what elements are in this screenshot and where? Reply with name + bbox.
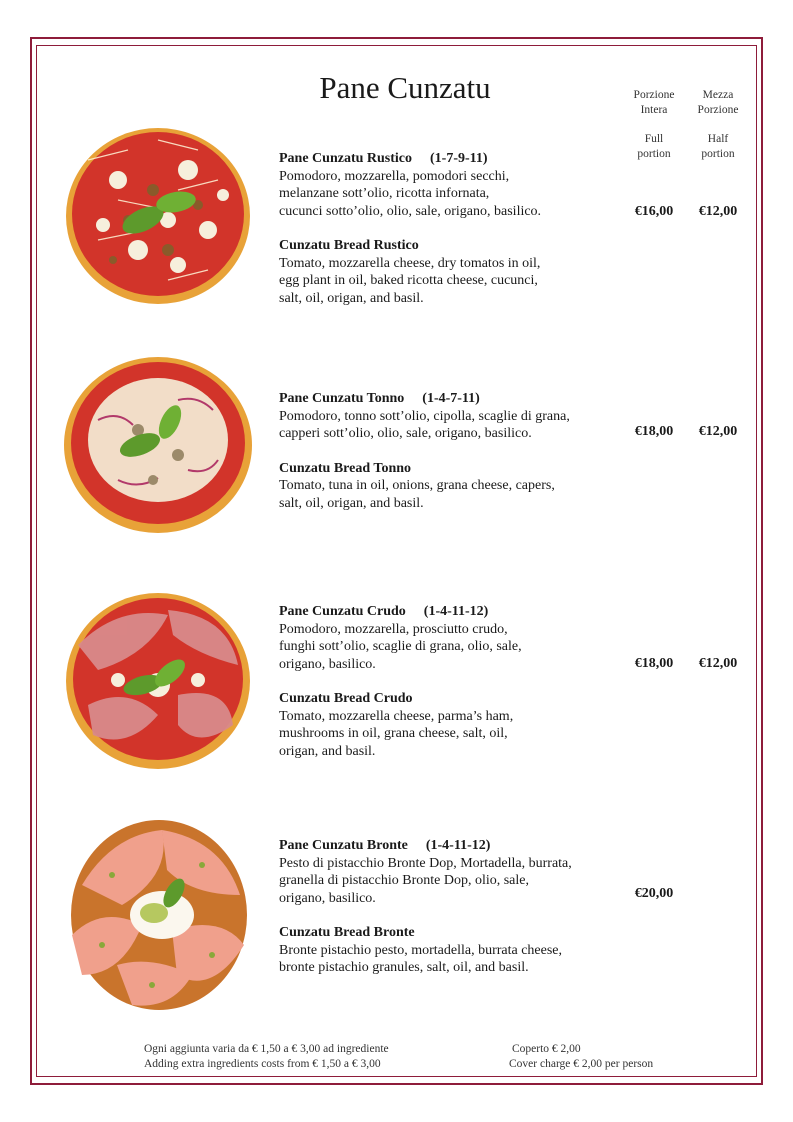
item-desc-it-line: origano, basilico. (279, 656, 376, 672)
menu-item-bronte (279, 837, 624, 977)
item-desc-en-line: egg plant in oil, baked ricotta cheese, cucunci, (279, 273, 538, 288)
menu-item-crudo (279, 603, 624, 760)
menu-title: Pane Cunzatu (319, 70, 491, 105)
item-desc-it-line: melanzane sott’olio, ricotta infornata, (279, 186, 490, 201)
item-name-it: Pane Cunzatu Tonno (279, 391, 405, 406)
menu-item-tonno (279, 390, 624, 512)
column-header-full-en (619, 132, 689, 162)
column-header-full-it (619, 88, 689, 118)
item-desc-it-line: origano, basilico. (279, 890, 376, 906)
item-desc-en-line: mushrooms in oil, grana cheese, salt, oil, (279, 726, 508, 741)
column-label: Full (644, 133, 664, 145)
column-label: Intera (640, 104, 668, 116)
footer-cover-charge (509, 1042, 653, 1072)
item-desc-it-line: Pomodoro, tonno sott’olio, cipolla, scaglie di grana, (279, 408, 570, 424)
item-desc-en-line: salt, oil, origan, and basil. (279, 290, 424, 306)
pizza-tonno-image (58, 350, 258, 540)
item-desc-en-line: Tomato, tuna in oil, onions, grana cheese, capers, (279, 478, 555, 493)
allergen-codes: (1-4-11-12) (423, 604, 489, 619)
price-half: €12,00 (698, 656, 738, 671)
item-desc-it-line: cucunci sotto’olio, olio, sale, origano, basilico. (279, 203, 542, 219)
pizza-bronte-image (62, 815, 257, 1015)
item-desc-en-line: salt, oil, origan, and basil. (279, 495, 424, 511)
footer-extra-it: Ogni aggiunta varia da € 1,50 a € 3,00 ad ingrediente (144, 1043, 389, 1055)
item-name-en: Cunzatu Bread Crudo (279, 691, 413, 706)
price-full: €18,00 (634, 424, 674, 439)
column-label: portion (701, 148, 735, 160)
menu-item-rustico (279, 150, 624, 307)
item-name-en: Cunzatu Bread Tonno (279, 460, 412, 476)
allergen-codes: (1-7-9-11) (430, 151, 488, 166)
allergen-codes: (1-4-7-11) (422, 391, 480, 406)
column-label: Porzione (697, 104, 739, 116)
footer-extra-en: Adding extra ingredients costs from € 1,50 a € 3,00 (144, 1058, 381, 1070)
item-desc-it-line: Pomodoro, mozzarella, pomodori secchi, (279, 168, 510, 184)
footer-extras (144, 1042, 389, 1072)
item-name-en: Cunzatu Bread Bronte (279, 925, 415, 940)
item-desc-it-line: granella di pistacchio Bronte Dop, olio, sale, (279, 873, 529, 888)
item-desc-en-line: bronte pistachio granules, salt, oil, and basil. (279, 960, 529, 975)
item-desc-it-line: Pomodoro, mozzarella, prosciutto crudo, (279, 621, 508, 637)
item-desc-en-line: Bronte pistachio pesto, mortadella, burrata cheese, (279, 942, 563, 958)
column-label: Half (707, 133, 729, 145)
item-desc-it-line: Pesto di pistacchio Bronte Dop, Mortadella, burrata, (279, 855, 572, 871)
column-header-half-it (683, 88, 753, 118)
allergen-codes: (1-4-11-12) (425, 838, 491, 853)
price-full: €20,00 (634, 886, 674, 901)
item-name-it: Pane Cunzatu Rustico (279, 151, 413, 166)
pizza-rustico-image (58, 120, 258, 310)
price-full: €18,00 (634, 656, 674, 671)
item-desc-it-line: funghi sott’olio, scaglie di grana, olio, sale, (279, 639, 522, 654)
footer-cover-en: Cover charge € 2,00 per person (509, 1058, 654, 1070)
item-desc-en-line: Tomato, mozzarella cheese, dry tomatos in oil, (279, 255, 541, 271)
item-desc-en-line: Tomato, mozzarella cheese, parma’s ham, (279, 708, 514, 724)
item-desc-en-line: origan, and basil. (279, 743, 376, 759)
column-header-half-en (683, 132, 753, 162)
footer-cover-it: Coperto € 2,00 (512, 1043, 581, 1055)
item-name-it: Pane Cunzatu Crudo (279, 604, 406, 619)
price-half: €12,00 (698, 204, 738, 219)
pizza-crudo-image (58, 585, 258, 775)
item-desc-it-line: capperi sott’olio, olio, sale, origano, basilico. (279, 426, 532, 441)
price-half: €12,00 (698, 424, 738, 439)
price-full: €16,00 (634, 204, 674, 219)
item-name-en: Cunzatu Bread Rustico (279, 238, 419, 253)
column-label: Porzione (633, 89, 675, 101)
column-label: Mezza (702, 89, 734, 101)
item-name-it: Pane Cunzatu Bronte (279, 838, 408, 853)
column-label: portion (637, 148, 671, 160)
